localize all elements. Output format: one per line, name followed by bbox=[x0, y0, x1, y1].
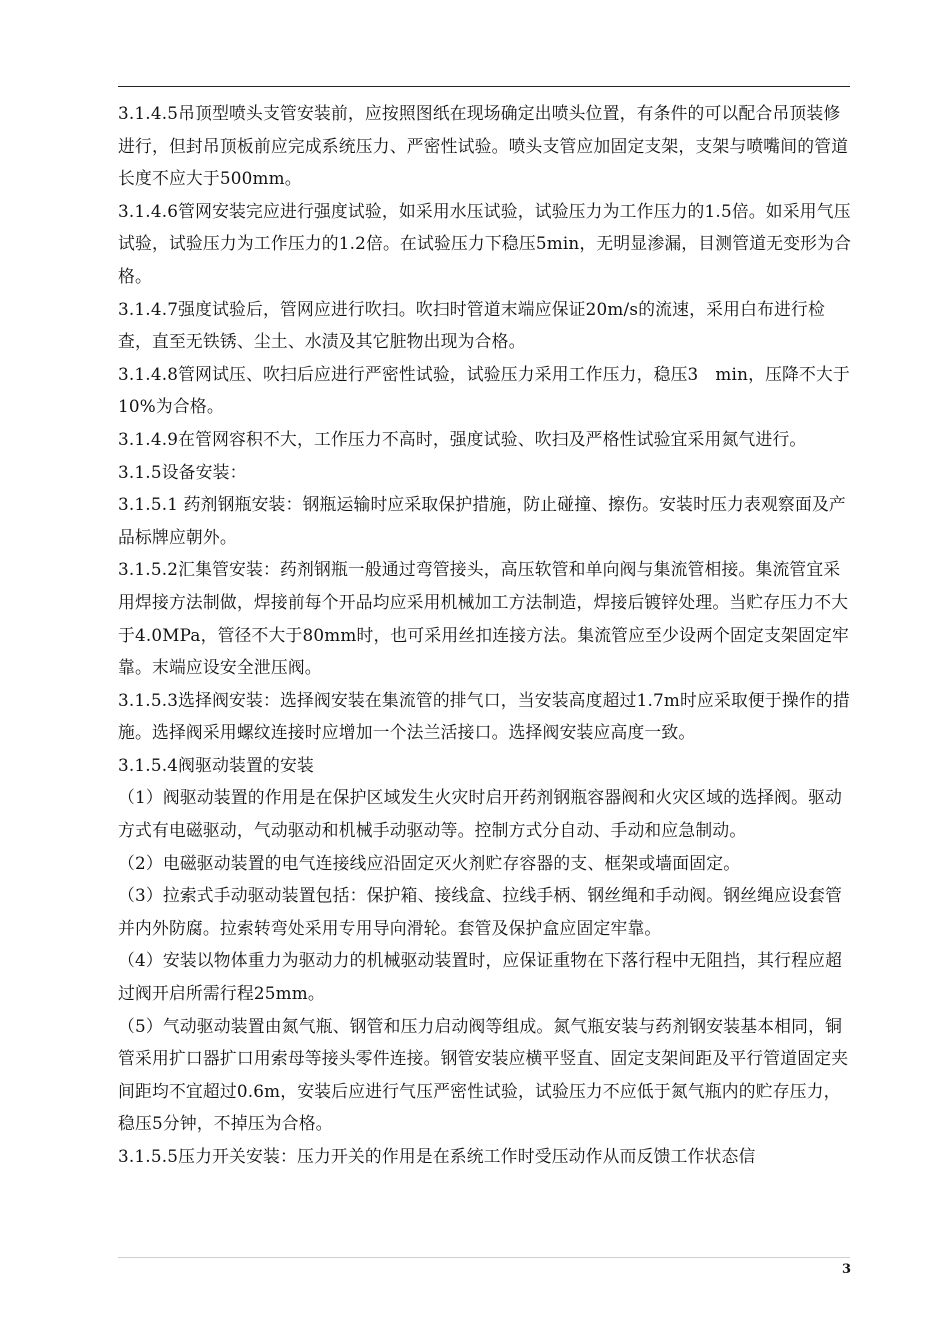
paragraph-3-1-5-1: 3.1.5.1 药剂钢瓶安装：钢瓶运输时应采取保护措施，防止碰撞、擦伤。安装时压力表观察面及产品标牌应朝外。 bbox=[118, 494, 846, 547]
paragraph-3-1-5-2: 3.1.5.2汇集管安装：药剂钢瓶一般通过弯管接头，高压软管和单向阀与集流管相接。集流管宜采用焊接方法制做，焊接前每个开品均应采用机械加工方法制造，焊接后镀锌处理。当贮存压力不大于4.0MPa，管径不大于80mm时，也可采用丝扣连接方法。集流管应至少设两个固定支架固定牢靠。末端应设安全泄压阀。 bbox=[118, 559, 849, 678]
paragraph-3-1-4-8: 3.1.4.8管网试压、吹扫后应进行严密性试验，试验压力采用工作压力，稳压3 min，压降不大于10%为合格。 bbox=[118, 363, 850, 417]
list-item-5: （5）气动驱动装置由氮气瓶、钢管和压力启动阀等组成。氮气瓶安装与药剂钢安装基本相同，铜管采用扩口器扩口用索母等接头零件连接。钢管安装应横平竖直、固定支架间距及平行管道固定夹间距均不宜超过0.6m，安装后应进行气压严密性试验，试验压力不应低于氮气瓶内的贮存压力，稳压5分钟，不掉压为合格。 bbox=[118, 1015, 849, 1134]
header-rule bbox=[118, 86, 850, 87]
list-item-1: （1）阀驱动装置的作用是在保护区域发生火灾时启开药剂钢瓶容器阀和火灾区域的选择阀。驱动方式有电磁驱动，气动驱动和机械手动驱动等。控制方式分自动、手动和应急制动。 bbox=[118, 787, 843, 841]
paragraph-3-1-4-6: 3.1.4.6管网安装完应进行强度试验，如采用水压试验，试验压力为工作压力的1.5倍。如采用气压试验，试验压力为工作压力的1.2倍。在试验压力下稳压5min，无明显渗漏，目测管道无变形为合格。 bbox=[118, 200, 852, 286]
list-item-3: （3）拉索式手动驱动装置包括：保护箱、接线盒、拉线手柄、钢丝绳和手动阀。钢丝绳应设套管并内外防腐。拉索转弯处采用专用导向滑轮。套管及保护盒应固定牢靠。 bbox=[118, 885, 843, 938]
paragraph-3-1-4-9: 3.1.4.9在管网容积不大，工作压力不高时，强度试验、吹扫及严格性试验宜采用氮气进行。 bbox=[118, 428, 807, 449]
paragraph-3-1-5-4: 3.1.5.4阀驱动装置的安装 bbox=[118, 754, 314, 775]
list-item-2: （2）电磁驱动装置的电气连接线应沿固定灭火剂贮存容器的支、框架或墙面固定。 bbox=[118, 852, 741, 873]
footer-rule bbox=[118, 1257, 850, 1258]
page-number: 3 bbox=[841, 1262, 851, 1277]
paragraph-3-1-4-7: 3.1.4.7强度试验后，管网应进行吹扫。吹扫时管道末端应保证20m/s的流速，采用白布进行检查，直至无铁锈、尘土、水渍及其它脏物出现为合格。 bbox=[118, 298, 825, 352]
section-heading-3-1-5: 3.1.5设备安装： bbox=[118, 461, 247, 482]
list-item-4: （4）安装以物体重力为驱动力的机械驱动装置时，应保证重物在下落行程中无阻挡，其行程应超过阀开启所需行程25mm。 bbox=[118, 950, 843, 1004]
paragraph-3-1-4-5: 3.1.4.5吊顶型喷头支管安装前，应按照图纸在现场确定出喷头位置，有条件的可以配合吊顶装修进行，但封吊顶板前应完成系统压力、严密性试验。喷头支管应加固定支架，支架与喷嘴间的管道长度不应大于500mm。 bbox=[118, 103, 849, 189]
paragraph-3-1-5-5: 3.1.5.5压力开关安装：压力开关的作用是在系统工作时受压动作从而反馈工作状态信 bbox=[118, 1146, 756, 1166]
document-body bbox=[118, 97, 853, 1173]
paragraph-3-1-5-3: 3.1.5.3选择阀安装：选择阀安装在集流管的排气口，当安装高度超过1.7m时应采取便于操作的措施。选择阀采用螺纹连接时应增加一个法兰活接口。选择阀安装应高度一致。 bbox=[118, 689, 850, 743]
